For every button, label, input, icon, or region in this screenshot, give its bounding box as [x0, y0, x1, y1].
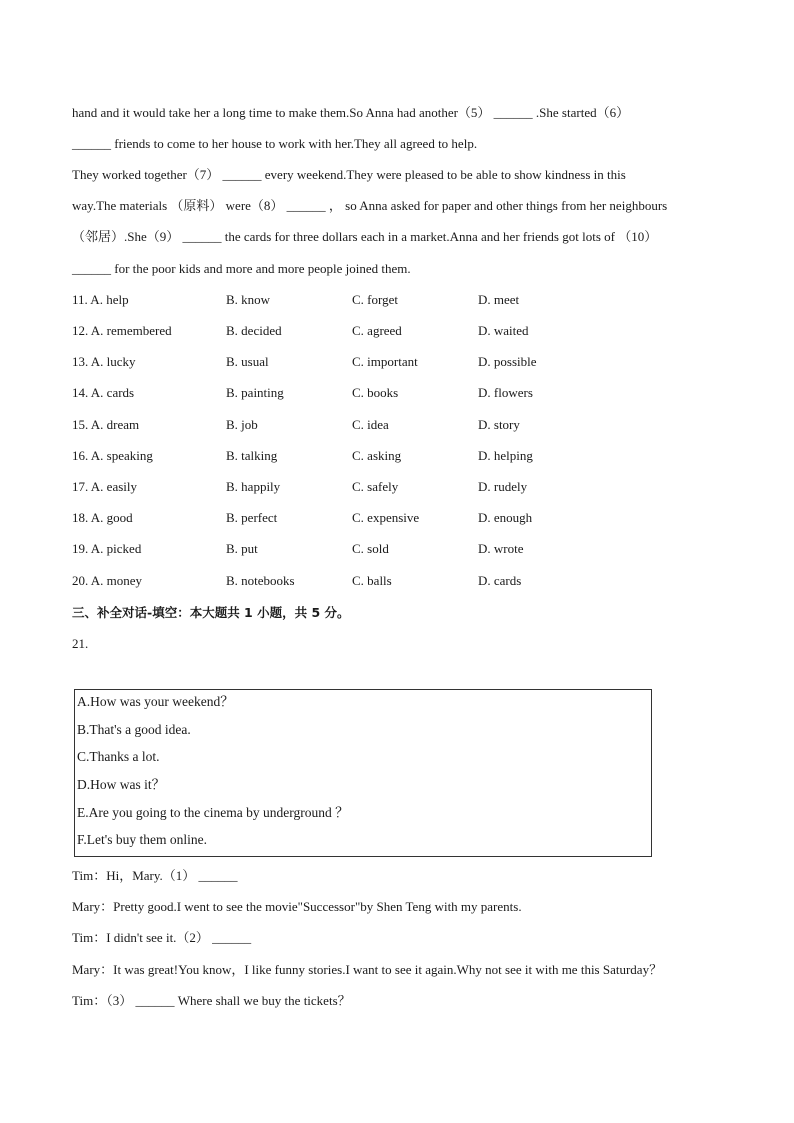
- option-b: B. talking: [226, 448, 278, 463]
- box-option-a: A.How was your weekend？: [77, 694, 234, 709]
- option-a: 20. A. money: [72, 573, 143, 588]
- option-a: 12. A. remembered: [72, 323, 172, 338]
- dialogue-line-3: Tim：I didn't see it.（2） ______: [72, 930, 252, 945]
- passage-line-4: way.The materials （原料） were（8） ______ ， so Anna asked for paper and other things from her neighbours: [72, 198, 668, 213]
- option-b: B. decided: [226, 323, 282, 338]
- passage-line-6: ______ for the poor kids and more and more people joined them.: [72, 261, 411, 276]
- passage-line-5: （邻居）.She（9） ______ the cards for three dollars each in a market.Anna and her friends got lots of （10）: [72, 229, 658, 244]
- option-a: 16. A. speaking: [72, 448, 153, 463]
- option-b: B. know: [226, 292, 271, 307]
- option-a: 15. A. dream: [72, 417, 140, 432]
- box-option-f: F.Let's buy them online.: [77, 832, 207, 847]
- option-c: C. agreed: [352, 323, 402, 338]
- option-d: D. helping: [478, 448, 533, 463]
- dialogue-line-1: Tim：Hi，Mary.（1） ______: [72, 868, 238, 883]
- passage-line-3: They worked together（7） ______ every weekend.They were pleased to be able to show kindness in this: [72, 167, 626, 182]
- option-d: D. flowers: [478, 385, 533, 400]
- option-a: 13. A. lucky: [72, 354, 136, 369]
- option-d: D. enough: [478, 510, 533, 525]
- passage-line-1: hand and it would take her a long time to make them.So Anna had another（5） ______ .She started（6）: [72, 105, 630, 120]
- option-b: B. job: [226, 417, 258, 432]
- option-c: C. books: [352, 385, 399, 400]
- option-d: D. wrote: [478, 541, 524, 556]
- option-b: B. notebooks: [226, 573, 295, 588]
- option-c: C. balls: [352, 573, 392, 588]
- dialogue-options-box: [74, 689, 652, 857]
- option-d: D. waited: [478, 323, 529, 338]
- option-a: 17. A. easily: [72, 479, 137, 494]
- option-c: C. expensive: [352, 510, 420, 525]
- option-c: C. forget: [352, 292, 398, 307]
- option-c: C. asking: [352, 448, 402, 463]
- option-c: C. important: [352, 354, 418, 369]
- option-b: B. put: [226, 541, 258, 556]
- option-a: 19. A. picked: [72, 541, 142, 556]
- option-b: B. usual: [226, 354, 269, 369]
- option-a: 18. A. good: [72, 510, 133, 525]
- option-d: D. meet: [478, 292, 520, 307]
- box-option-b: B.That's a good idea.: [77, 722, 191, 737]
- dialogue-line-5: Tim：（3） ______ Where shall we buy the tickets？: [72, 993, 351, 1008]
- option-c: C. safely: [352, 479, 399, 494]
- option-d: D. cards: [478, 573, 522, 588]
- passage-line-2: ______ friends to come to her house to work with her.They all agreed to help.: [72, 136, 478, 151]
- option-b: B. painting: [226, 385, 284, 400]
- option-d: D. story: [478, 417, 520, 432]
- dialogue-line-2: Mary：Pretty good.I went to see the movie"Successor"by Shen Teng with my parents.: [72, 899, 522, 914]
- section-heading: 三、补全对话-填空：本大题共 1 小题，共 5 分。: [72, 605, 350, 620]
- option-a: 11. A. help: [72, 292, 129, 307]
- option-b: B. happily: [226, 479, 281, 494]
- option-a: 14. A. cards: [72, 385, 135, 400]
- question-number: 21.: [72, 636, 89, 651]
- option-c: C. idea: [352, 417, 389, 432]
- option-c: C. sold: [352, 541, 389, 556]
- option-d: D. rudely: [478, 479, 528, 494]
- option-b: B. perfect: [226, 510, 278, 525]
- dialogue-line-4: Mary：It was great!You know，I like funny stories.I want to see it again.Why not see it with me this Saturday？: [72, 962, 663, 977]
- box-option-c: C.Thanks a lot.: [77, 749, 160, 764]
- option-d: D. possible: [478, 354, 537, 369]
- box-option-d: D.How was it？: [77, 777, 166, 792]
- box-option-e: E.Are you going to the cinema by underground ？: [77, 805, 349, 820]
